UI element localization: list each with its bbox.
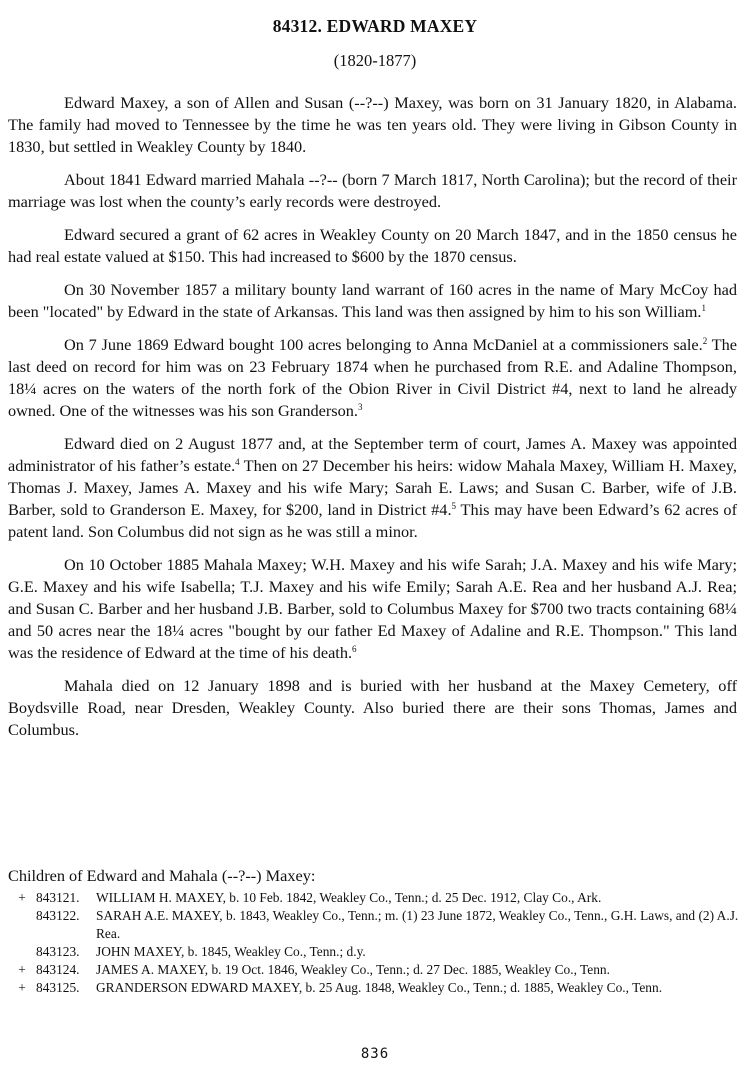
child-entry: [8, 907, 740, 943]
footnote-marker: 4: [235, 457, 240, 467]
biography-paragraph: [8, 279, 737, 323]
child-number: 843125.: [36, 980, 80, 995]
child-description: GRANDERSON EDWARD MAXEY, b. 25 Aug. 1848, Weakley Co., Tenn.; d. 1885, Weakley Co., Tenn.: [96, 980, 663, 995]
child-description: SARAH A.E. MAXEY, b. 1843, Weakley Co., Tenn.; m. (1) 23 June 1872, Weakley Co., Tenn., G.H. Laws, and (2) A.J. Rea.: [96, 908, 739, 941]
paragraph-text: The last deed on record for him was on 23 February 1874 when he purchased from R.E. and Adaline Thompson, 18¼ acres on the waters of the north fork of the Obion River in Civil District #4, next to land he already owned. One of the witnesses was his son Granderson.: [8, 335, 737, 420]
biography-paragraph: [8, 675, 737, 741]
footnote-marker: 5: [451, 501, 457, 511]
continuation-mark: [8, 907, 36, 943]
biography-paragraph: [8, 334, 737, 422]
paragraph-text: About 1841 Edward married Mahala --?-- (born 7 March 1817, North Carolina); but the record of their marriage was lost when the county’s early records were destroyed.: [8, 170, 737, 211]
paragraph-text: Edward Maxey, a son of Allen and Susan (--?--) Maxey, was born on 31 January 1820, in Alabama. The family had moved to Tennessee by the time he was ten years old. They were living in Gibson County in 1830, but settled in Weakley County by 1840.: [8, 93, 737, 156]
child-number: 843124.: [36, 962, 80, 977]
page-number: 836: [360, 1046, 390, 1062]
paragraph-text: Then on 27 December his heirs: widow Mahala Maxey, William H. Maxey, Thomas J. Maxey, James A. Maxey and his wife Mary; Sarah E. Laws; and Susan C. Barber, wife of J.B. Barber, sold to Granderson E. Maxey, for $200, land in District #4.: [8, 456, 737, 519]
paragraph-text: On 10 October 1885 Mahala Maxey; W.H. Maxey and his wife Sarah; J.A. Maxey and his wife Mary; G.E. Maxey and his wife Isabella; T.J. Maxey and his wife Emily; Sarah A.E. Rea and her husband A.J. Rea; and Susan C. Barber and her husband J.B. Barber, sold to Columbus Maxey for $700 two tracts containing 68¼ and 50 acres near the 18¼ acres "bought by our father Ed Maxey of Adaline and R.E. Thompson." This land was the residence of Edward at the time of his death.: [8, 555, 737, 662]
child-entry: [8, 979, 740, 997]
continuation-mark: +: [18, 890, 26, 905]
paragraph-text: On 7 June 1869 Edward bought 100 acres belonging to Anna McDaniel at a commissioners sale.: [64, 335, 703, 354]
biography-paragraph: [8, 224, 737, 268]
child-description: WILLIAM H. MAXEY, b. 10 Feb. 1842, Weakley Co., Tenn.; d. 25 Dec. 1912, Clay Co., Ark.: [96, 890, 602, 905]
biography-body: [8, 92, 737, 752]
child-number: 843122.: [36, 908, 80, 923]
biography-paragraph: [8, 554, 737, 664]
biography-paragraph: [8, 169, 737, 213]
footnote-marker: 3: [357, 402, 363, 412]
child-number: 843123.: [36, 944, 80, 959]
paragraph-text: Edward secured a grant of 62 acres in Weakley County on 20 March 1847, and in the 1850 census he had real estate valued at $150. This had increased to $600 by the 1870 census.: [8, 225, 737, 266]
footnote-marker: 1: [701, 303, 706, 313]
child-description: JAMES A. MAXEY, b. 19 Oct. 1846, Weakley Co., Tenn.; d. 27 Dec. 1885, Weakley Co., Tenn.: [96, 962, 610, 977]
child-entry: [8, 889, 740, 907]
paragraph-text: On 30 November 1857 a military bounty land warrant of 160 acres in the name of Mary McCoy had been "located" by Edward in the state of Arkansas. This land was then assigned by him to his son William.: [8, 280, 737, 321]
continuation-mark: [8, 943, 36, 961]
footnote-marker: 6: [352, 644, 357, 654]
child-entry: [8, 943, 740, 961]
child-description: JOHN MAXEY, b. 1845, Weakley Co., Tenn.; d.y.: [96, 944, 366, 959]
paragraph-text: This may have been Edward’s 62 acres of patent land. Son Columbus did not sign as he was still a minor.: [8, 500, 737, 541]
continuation-mark: +: [18, 980, 26, 995]
page-title: 84312. EDWARD MAXEY: [272, 16, 478, 36]
footnote-marker: 2: [702, 336, 708, 346]
continuation-mark: +: [18, 962, 26, 977]
child-number: 843121.: [36, 890, 80, 905]
children-list: [8, 889, 740, 997]
biography-paragraph: [8, 433, 737, 543]
child-entry: [8, 961, 740, 979]
paragraph-text: Mahala died on 12 January 1898 and is buried with her husband at the Maxey Cemetery, off Boydsville Road, near Dresden, Weakley County. Also buried there are their sons Thomas, James and Columbus.: [8, 676, 737, 739]
life-dates: (1820-1877): [333, 51, 417, 70]
biography-paragraph: [8, 92, 737, 158]
paragraph-text: Edward died on 2 August 1877 and, at the September term of court, James A. Maxey was appointed administrator of his father’s estate.: [8, 434, 737, 475]
children-heading: Children of Edward and Mahala (--?--) Maxey:: [8, 866, 316, 885]
